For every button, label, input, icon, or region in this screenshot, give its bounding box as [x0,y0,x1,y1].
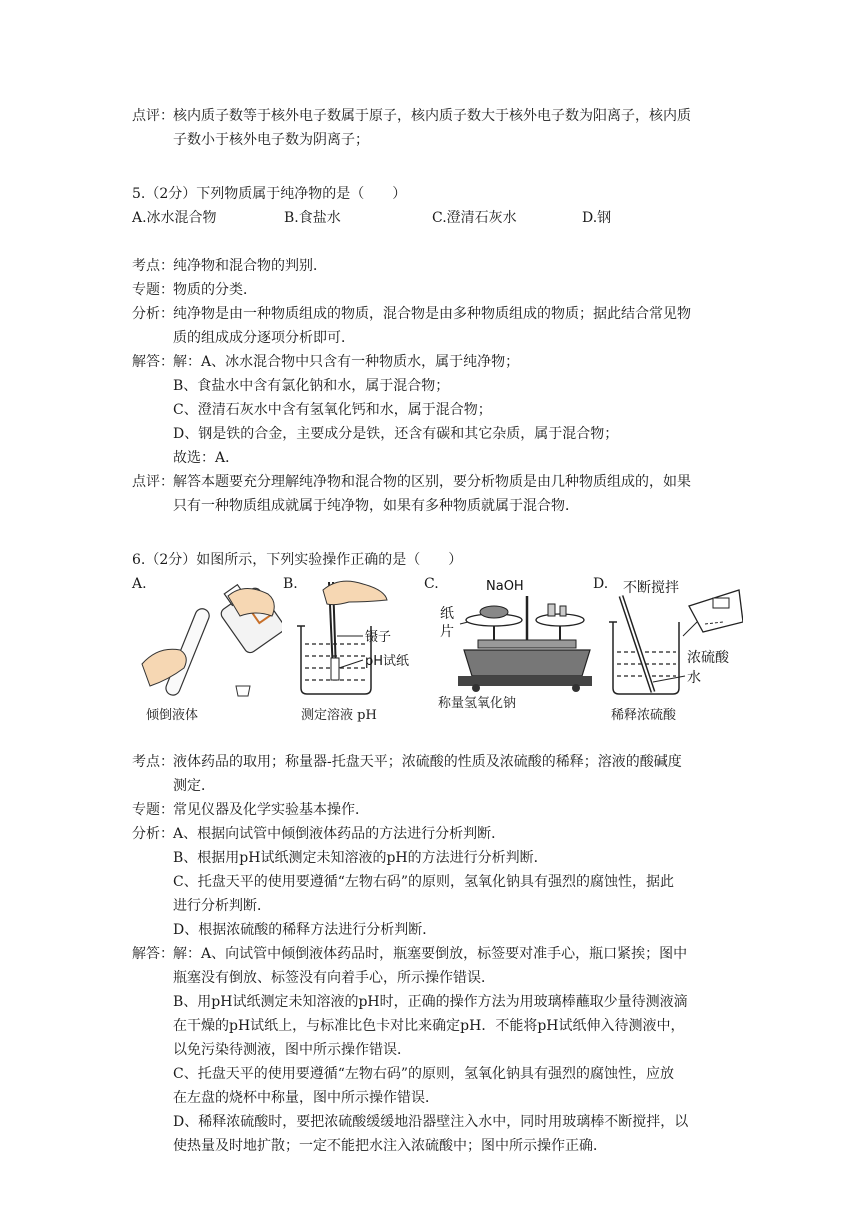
prev-comment-label: 点评： [132,108,174,124]
q5-zhuanti [132,278,742,302]
dianping-text: 解答本题要充分理解纯净物和混合物的区别，要分析物质是由几种物质组成的，如果 [173,474,691,490]
figure-caption: 稀释浓硫酸 [611,708,677,723]
figure-d [593,572,743,730]
figure-caption: 测定溶液 pH [301,708,377,723]
zhuanti-label: 专题： [132,802,174,818]
q5-kaodian [132,254,742,278]
zhuanti-text: 物质的分类． [173,282,257,298]
q6-jieda [132,942,742,966]
q5-jieda [132,350,742,374]
paper-label: 片 [440,624,454,640]
document-page [132,104,742,1158]
figure-letter: A. [132,576,147,592]
jieda-text: 使热量及时地扩散；一定不能把水注入浓硫酸中；图中所示操作正确． [173,1138,607,1154]
kaodian-text: 纯净物和混合物的判别． [173,258,327,274]
fenxi-text: 纯净物是由一种物质组成的物质，混合物是由多种物质组成的物质；据此结合常见物 [173,306,691,322]
jieda-text: 解：A、向试管中倾倒液体药品时，瓶塞要倒放，标签要对准手心，瓶口紧挨；图中 [173,946,688,962]
prev-comment [132,104,742,128]
q6-zhuanti [132,798,742,822]
q6-kaodian [132,750,742,774]
paper-label: 纸 [440,606,454,622]
q5-stem: 5.（2分）下列物质属于纯净物的是（ ） [132,186,407,202]
jieda-text: 在干燥的pH试纸上，与标准比色卡对比来确定pH．不能将pH试纸伸入待测液中， [173,1018,685,1034]
q5-fenxi [132,302,742,326]
ph-test-illustration [283,576,423,706]
q5-options [132,206,742,230]
fenxi-text: B、根据用pH试纸测定未知溶液的pH的方法进行分析判断． [173,850,548,866]
fenxi-text: D、根据浓硫酸的稀释方法进行分析判断． [173,922,437,938]
tweezers-label: 镊子 [365,630,392,645]
jieda-text: 瓶塞没有倒放、标签没有向着手心，所示操作错误． [173,970,495,986]
q5-option: B.食盐水 [284,210,341,226]
jieda-text: B、用pH试纸测定未知溶液的pH时，正确的操作方法为用玻璃棒蘸取少量待测液滴 [173,994,688,1010]
kaodian-label: 考点： [132,258,174,274]
stirring-label: 不断搅拌 [623,580,679,596]
q5-option: C.澄清石灰水 [432,210,517,226]
jieda-text: 解：A、冰水混合物中只含有一种物质水，属于纯净物； [173,354,520,370]
naoh-label: NaOH [486,579,524,594]
jieda-text: 以免污染待测液，图中所示操作错误． [173,1042,411,1058]
q6-stem: 6.（2分）如图所示，下列实验操作正确的是（ ） [132,552,463,568]
jieda-text: C、托盘天平的使用要遵循“左物右码”的原则，氢氧化钠具有强烈的腐蚀性，应放 [173,1066,675,1082]
jieda-text: B、食盐水中含有氯化钠和水，属于混合物； [173,378,450,394]
zhuanti-text: 常见仪器及化学实验基本操作． [173,802,369,818]
q5-option: D.钢 [582,210,612,226]
prev-comment-line: 核内质子数等于核外电子数属于原子，核内质子数大于核外电子数为阳离子，核内质 [173,108,691,124]
kaodian-label: 考点： [132,754,174,770]
jieda-text: D、钢是铁的合金，主要成分是铁，还含有碳和其它杂质，属于混合物； [173,426,619,442]
jieda-text: 在左盘的烧杯中称量，图中所示操作错误． [173,1090,439,1106]
acid-label: 浓硫酸 [687,650,729,666]
zhuanti-label: 专题： [132,282,174,298]
q5-dianping [132,470,742,494]
kaodian-text: 液体药品的取用；称量器-托盘天平；浓硫酸的性质及浓硫酸的稀释；溶液的酸碱度 [173,754,682,770]
kaodian-text: 测定． [173,778,215,794]
pouring-liquid-illustration [132,576,282,706]
figure-c [424,572,592,730]
figure-letter: B. [283,576,298,592]
water-label: 水 [687,670,701,686]
figure-caption: 称量氢氧化钠 [438,696,517,711]
figure-letter: D. [593,576,609,592]
fenxi-text: 质的组成成分逐项分析即可． [173,330,355,346]
jieda-text: C、澄清石灰水中含有氢氧化钙和水，属于混合物； [173,402,492,418]
fenxi-text: 进行分析判断． [173,898,271,914]
figure-a [132,572,282,730]
fenxi-label: 分析： [132,306,174,322]
figure-b [283,572,423,730]
jieda-text: 故选：A． [173,450,240,466]
fenxi-text: C、托盘天平的使用要遵循“左物右码”的原则，氢氧化钠具有强烈的腐蚀性，据此 [173,874,675,890]
q5-option: A.冰水混合物 [132,210,217,226]
fenxi-text: A、根据向试管中倾倒液体药品的方法进行分析判断． [173,826,506,842]
jieda-text: D、稀释浓硫酸时，要把浓硫酸缓缓地沿器壁注入水中，同时用玻璃棒不断搅拌，以 [173,1114,689,1130]
prev-comment-line: 子数小于核外电子数为阴离子； [173,132,369,148]
dianping-label: 点评： [132,474,174,490]
balance-illustration [424,576,592,706]
q6-figures [132,572,742,730]
figure-letter: C. [424,576,439,592]
ph-paper-label: pH试纸 [365,654,410,669]
jieda-label: 解答： [132,946,174,962]
diluting-acid-illustration [593,576,743,706]
dianping-text: 只有一种物质组成就属于纯净物，如果有多种物质就属于混合物． [173,498,579,514]
q6-fenxi [132,822,742,846]
fenxi-label: 分析： [132,826,174,842]
figure-caption: 倾倒液体 [146,708,199,723]
jieda-label: 解答： [132,354,174,370]
